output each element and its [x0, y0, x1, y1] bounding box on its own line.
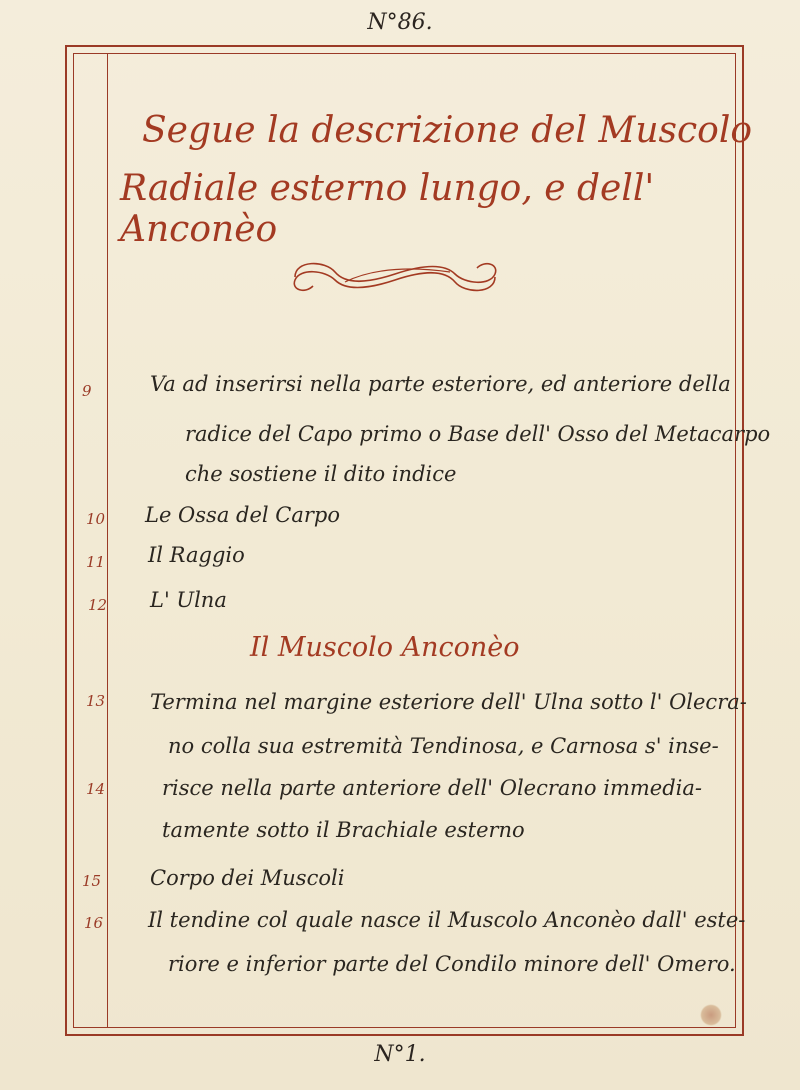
entry-number: 16 [84, 914, 104, 932]
entry-number: 11 [86, 553, 106, 571]
entry-text-line: che sostiene il dito indice [185, 462, 457, 486]
entry-number: 12 [88, 596, 108, 614]
entry-text-line: L' Ulna [150, 588, 227, 612]
entry-number: 14 [86, 780, 106, 798]
entry-text-line: Corpo dei Muscoli [150, 866, 345, 890]
entry-text-line: risce nella parte anteriore dell' Olecrano immedia- [162, 776, 702, 800]
section-subheading: Il Muscolo Anconèo [250, 632, 520, 663]
title-line-1: Segue la descrizione del Muscolo [142, 110, 753, 151]
page-number-top: N°86. [367, 10, 433, 35]
ink-stain [700, 1004, 722, 1026]
entry-text-line: radice del Capo primo o Base dell' Osso del Metacarpo [185, 422, 771, 446]
entry-number: 13 [86, 692, 106, 710]
entry-text-line: Le Ossa del Carpo [145, 503, 340, 527]
entry-text-line: Va ad inserirsi nella parte esteriore, ed anteriore della [150, 372, 731, 396]
entry-text-line: riore e inferior parte del Condilo minore dell' Omero. [168, 952, 736, 976]
entry-text-line: tamente sotto il Brachiale esterno [162, 818, 525, 842]
entry-text-line: no colla sua estremità Tendinosa, e Carnosa s' inse- [168, 734, 719, 758]
page-number-bottom: N°1. [374, 1042, 426, 1067]
entry-text-line: Il Raggio [148, 543, 245, 567]
entry-number: 10 [86, 510, 106, 528]
entry-text-line: Il tendine col quale nasce il Muscolo Anconèo dall' este- [148, 908, 746, 932]
title-line-2: Radiale esterno lungo, e dell' Anconèo [120, 168, 655, 250]
calligraphic-flourish [285, 252, 505, 302]
entry-number: 9 [82, 382, 92, 400]
entry-number: 15 [82, 872, 102, 890]
margin-rule [107, 53, 108, 1028]
entry-text-line: Termina nel margine esteriore dell' Ulna sotto l' Olecra- [150, 690, 747, 714]
